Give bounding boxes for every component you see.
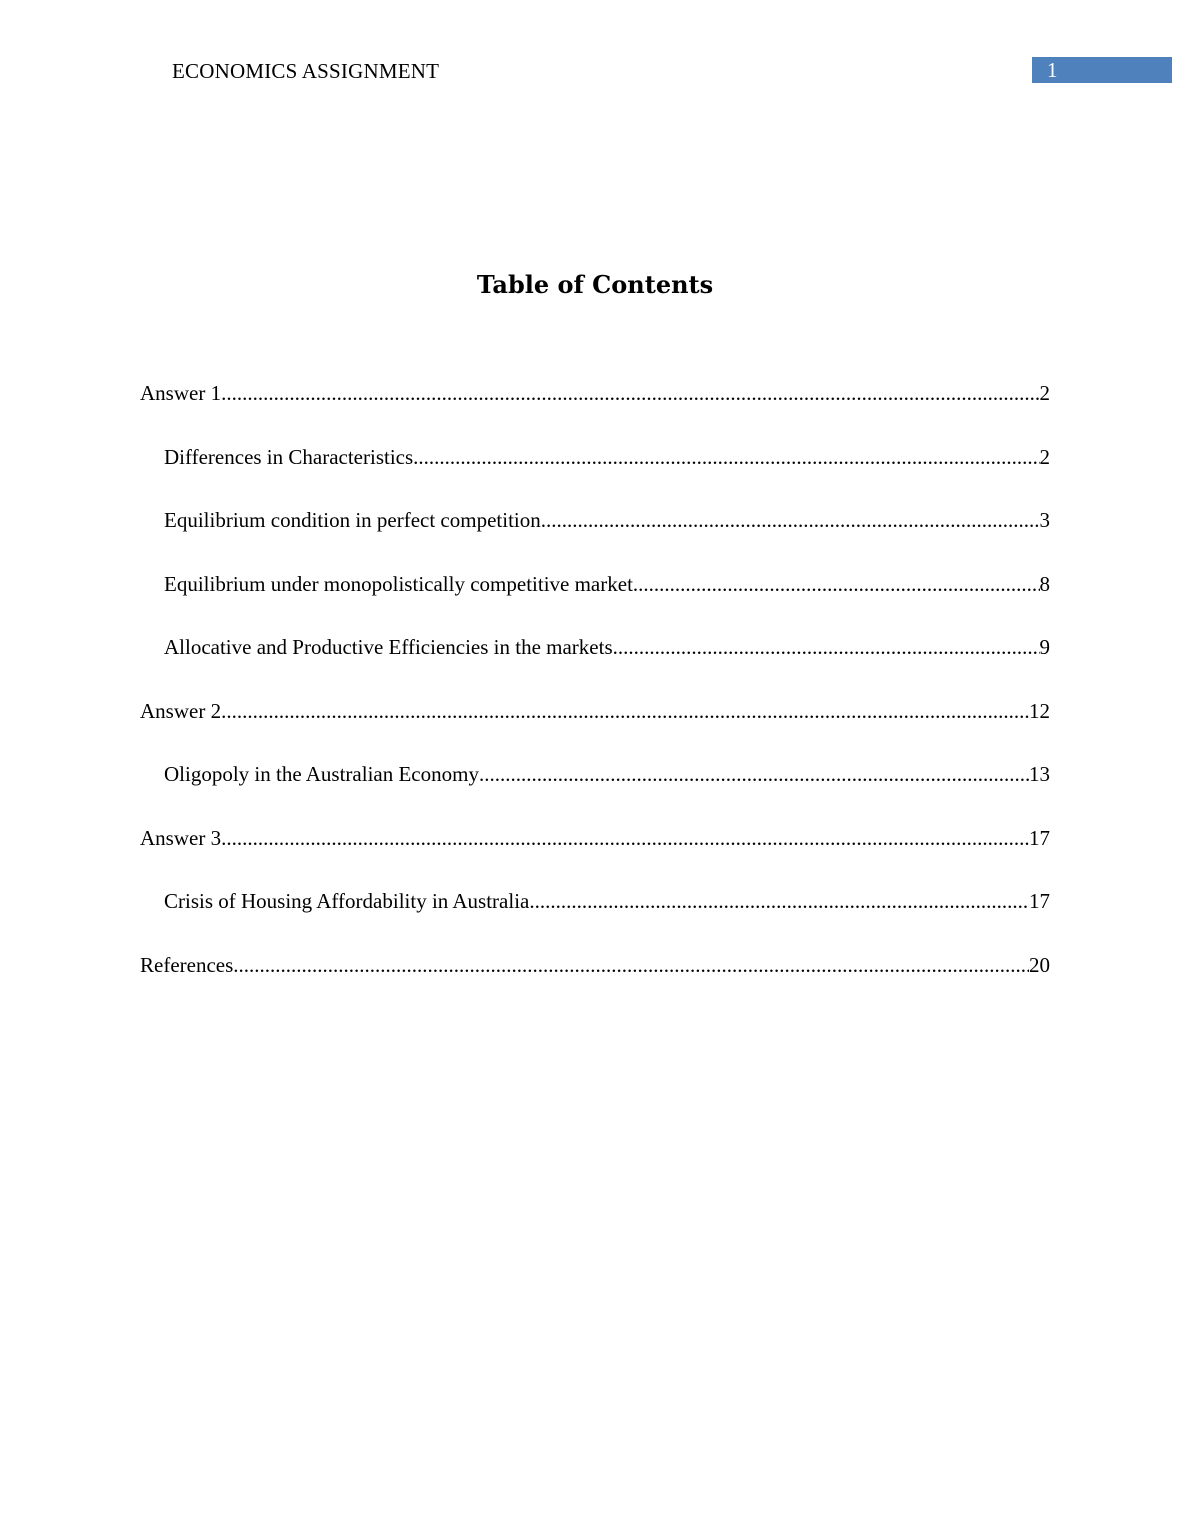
dot-leader [541,505,1040,535]
toc-entry-references[interactable] [140,950,1050,1014]
toc-entry-page: 17 [1029,825,1050,850]
toc-entry-answer-2[interactable] [140,696,1050,760]
toc-entry-title: Answer 2 [140,698,222,723]
toc-entry-page: 9 [1039,635,1050,659]
toc-entry-page: 13 [1029,762,1050,786]
toc-entry-page: 20 [1029,952,1050,977]
toc-entry-answer-1[interactable] [140,378,1050,442]
dot-leader [613,632,1040,662]
toc-entry-equilibrium-perfect-competition[interactable] [140,505,1050,569]
toc-entry-title: Answer 3 [140,825,222,850]
toc-heading: Table of Contents [476,270,714,299]
toc-entry-title: Allocative and Productive Efficiencies in the markets [164,635,613,659]
toc-entry-oligopoly[interactable] [140,759,1050,823]
toc-entry-title: Differences in Characteristics [164,444,414,469]
dot-leader [413,442,1039,472]
toc-entry-allocative-productive-efficiencies[interactable] [140,632,1050,696]
toc-entry-answer-3[interactable] [140,823,1050,887]
document-header-title: ECONOMICS ASSIGNMENT [172,59,440,83]
toc-entry-title: Equilibrium condition in perfect competition [164,508,541,532]
toc-entry-page: 12 [1029,698,1050,723]
toc-entry-title: Crisis of Housing Affordability in Australia [164,889,530,913]
dot-leader [233,950,1029,980]
dot-leader [529,886,1029,916]
table-of-contents [140,378,1050,1013]
toc-entry-page: 17 [1029,889,1050,913]
toc-entry-housing-affordability[interactable] [140,886,1050,950]
dot-leader [221,696,1029,726]
toc-entry-equilibrium-monopolistic[interactable] [140,569,1050,633]
toc-entry-differences-in-characteristics[interactable] [140,442,1050,506]
dot-leader [221,823,1029,853]
toc-entry-page: 2 [1039,444,1050,469]
page-number: 1 [1047,58,1058,82]
toc-entry-title: Answer 1 [140,381,222,405]
toc-entry-page: 8 [1039,571,1050,596]
toc-entry-title: References [140,952,234,977]
page-number-badge [1032,57,1172,83]
dot-leader [221,378,1039,408]
dot-leader [633,569,1040,599]
toc-entry-title: Equilibrium under monopolistically competitive market [164,571,633,596]
toc-entry-title: Oligopoly in the Australian Economy [164,762,479,786]
toc-entry-page: 2 [1039,381,1050,405]
dot-leader [479,759,1029,789]
toc-entry-page: 3 [1039,508,1050,532]
